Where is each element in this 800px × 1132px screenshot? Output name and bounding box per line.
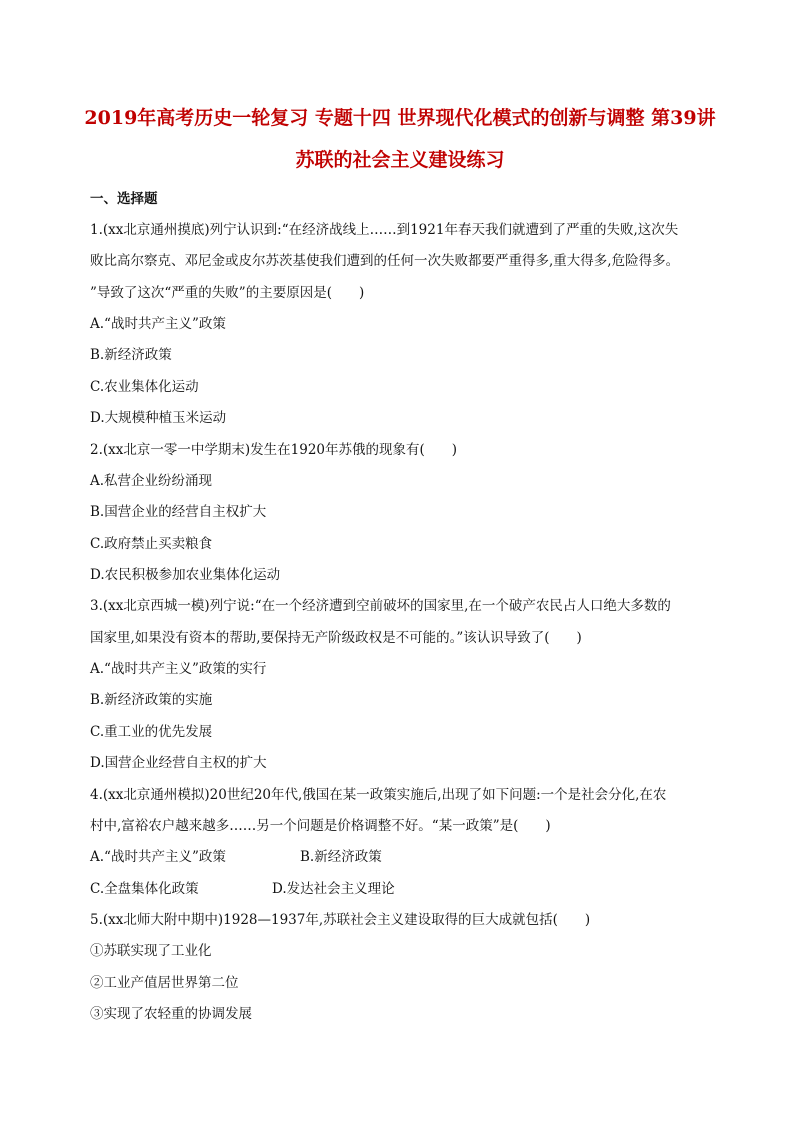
q1-stem-line3: ”导致了这次“严重的失败”的主要原因是( )	[90, 285, 365, 301]
q4-stem-line1: 4.(xx北京通州模拟)20世纪20年代,俄国在某一政策实施后,出现了如下问题:一个是社会分化,在农	[90, 787, 667, 803]
q3-option-c: C.重工业的优先发展	[90, 724, 213, 740]
q2-option-b: B.国营企业的经营自主权扩大	[90, 504, 267, 520]
q5-item-2: ②工业产值居世界第二位	[90, 975, 239, 991]
q4-option-c: C.全盘集体化政策	[90, 881, 199, 897]
section-heading: 一、选择题	[90, 191, 158, 207]
q2-option-c: C.政府禁止买卖粮食	[90, 536, 213, 552]
q1-option-b: B.新经济政策	[90, 347, 172, 363]
q5-item-1: ①苏联实现了工业化	[90, 943, 212, 959]
q5-stem: 5.(xx北师大附中期中)1928—1937年,苏联社会主义建设取得的巨大成就包括( )	[90, 912, 591, 928]
doc-title-line2: 苏联的社会主义建设练习	[295, 149, 505, 171]
q4-option-a: A.“战时共产主义”政策	[90, 849, 226, 865]
q4-option-d: D.发达社会主义理论	[272, 881, 395, 897]
q1-option-d: D.大规模种植玉米运动	[90, 410, 227, 426]
q3-stem-line1: 3.(xx北京西城一模)列宁说:“在一个经济遭到空前破坏的国家里,在一个破产农民占人口绝大多数的	[90, 598, 671, 614]
q3-option-d: D.国营企业经营自主权的扩大	[90, 755, 267, 771]
q3-option-b: B.新经济政策的实施	[90, 692, 213, 708]
q1-stem-line2: 败比高尔察克、邓尼金或皮尔苏茨基使我们遭到的任何一次失败都要严重得多,重大得多,危险得多。	[90, 253, 680, 269]
q1-option-a: A.“战时共产主义”政策	[90, 316, 226, 332]
q2-option-d: D.农民积极参加农业集体化运动	[90, 567, 281, 583]
q4-options-row2	[90, 879, 395, 899]
q3-stem-line2: 国家里,如果没有资本的帮助,要保持无产阶级政权是不可能的。”该认识导致了( )	[90, 630, 582, 646]
doc-title-line1: 2019年高考历史一轮复习 专题十四 世界现代化模式的创新与调整 第39讲	[84, 107, 716, 129]
q1-option-c: C.农业集体化运动	[90, 379, 199, 395]
q2-stem: 2.(xx北京一零一中学期末)发生在1920年苏俄的现象有( )	[90, 442, 458, 458]
q3-option-a: A.“战时共产主义”政策的实行	[90, 661, 267, 677]
q5-item-3: ③实现了农轻重的协调发展	[90, 1006, 252, 1022]
q4-options-row1	[90, 847, 382, 867]
q4-stem-line2: 村中,富裕农户越来越多……另一个问题是价格调整不好。“某一政策”是( )	[90, 818, 551, 834]
q4-option-b: B.新经济政策	[300, 849, 382, 865]
q1-stem-line1: 1.(xx北京通州摸底)列宁认识到:“在经济战线上……到1921年春天我们就遭到了严重的失败,这次失	[90, 222, 679, 238]
q2-option-a: A.私营企业纷纷涌现	[90, 473, 213, 489]
